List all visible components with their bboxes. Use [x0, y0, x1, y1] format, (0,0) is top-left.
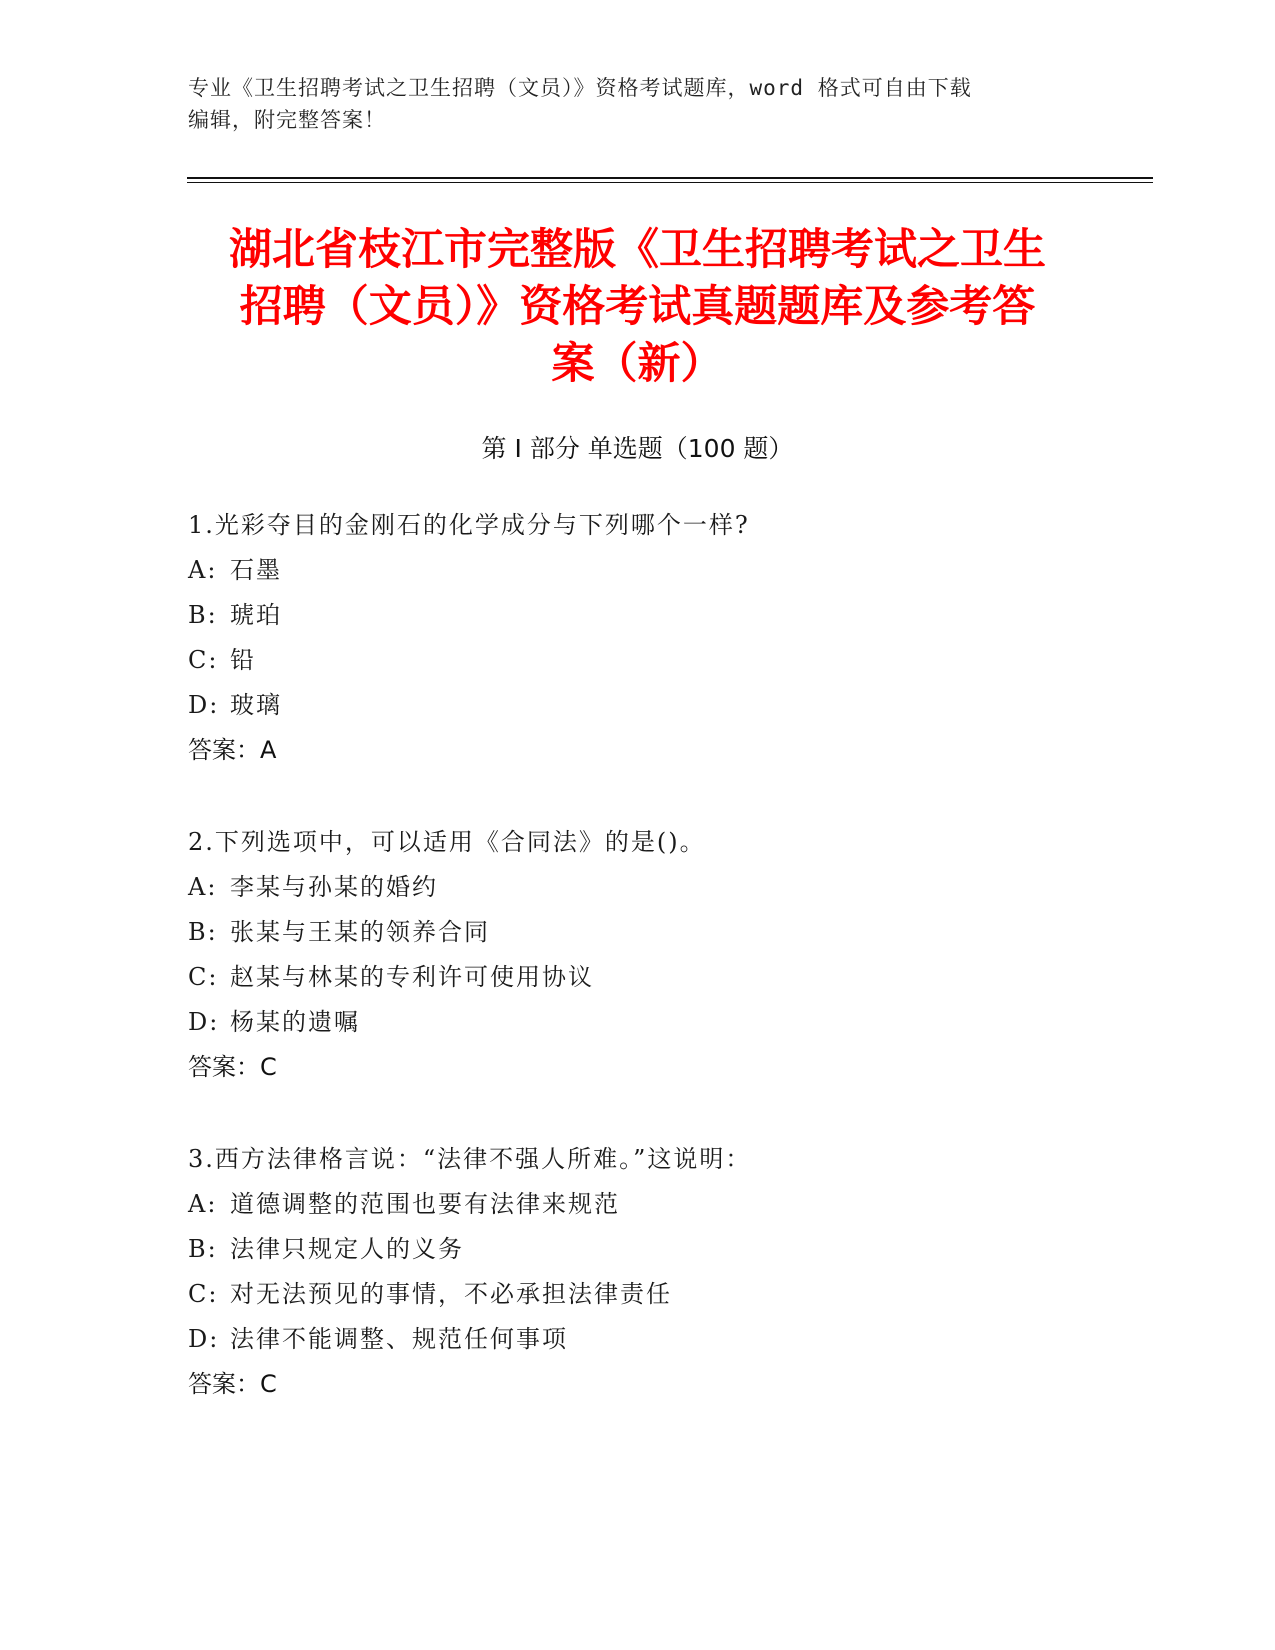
option-key: A: [188, 873, 218, 901]
option-text: 杨某的遗嘱 [230, 1008, 360, 1036]
header-divider-thick [187, 177, 1153, 179]
answer: 答案：C [188, 1370, 277, 1398]
option-c [188, 638, 1088, 683]
option-d [188, 1317, 1088, 1362]
option-key: D: [188, 1325, 220, 1353]
option-a [188, 548, 1088, 593]
option-key: A: [188, 556, 218, 584]
document-title [175, 222, 1100, 393]
option-key: C: [188, 646, 219, 674]
question-2 [188, 820, 1088, 1090]
document-title-line-3: 案（新） [551, 339, 724, 389]
option-text: 道德调整的范围也要有法律来规范 [230, 1190, 620, 1218]
answer: 答案：C [188, 1053, 277, 1081]
option-text: 石墨 [230, 556, 282, 584]
question-stem: 3.西方法律格言说：“法律不强人所难。”这说明： [188, 1145, 752, 1173]
option-d [188, 683, 1088, 728]
option-c [188, 955, 1088, 1000]
option-key: B: [188, 918, 218, 946]
question-3 [188, 1137, 1088, 1407]
option-text: 法律只规定人的义务 [230, 1235, 464, 1263]
question-stem: 2.下列选项中，可以适用《合同法》的是()。 [188, 828, 706, 856]
option-key: D: [188, 691, 220, 719]
option-key: C: [188, 963, 219, 991]
header-note-line-2: 编辑，附完整答案！ [188, 108, 386, 132]
question-1 [188, 503, 1088, 773]
document-title-line-2: 招聘（文员）》资格考试真题题库及参考答 [239, 282, 1036, 332]
answer: 答案：A [188, 736, 277, 764]
option-a [188, 1182, 1088, 1227]
option-key: C: [188, 1280, 219, 1308]
option-c [188, 1272, 1088, 1317]
question-stem: 1.光彩夺目的金刚石的化学成分与下列哪个一样? [188, 511, 750, 539]
header-note-line-1: 专业《卫生招聘考试之卫生招聘（文员）》资格考试题库，word 格式可自由下载 [188, 76, 972, 100]
option-text: 张某与王某的领养合同 [230, 918, 490, 946]
option-text: 琥珀 [230, 601, 282, 629]
option-key: A: [188, 1190, 218, 1218]
section-title: 第 I 部分 单选题（100 题） [481, 434, 794, 463]
option-text: 法律不能调整、规范任何事项 [230, 1325, 568, 1353]
option-a [188, 865, 1088, 910]
option-text: 李某与孙某的婚约 [230, 873, 438, 901]
header-note [188, 72, 1068, 136]
option-key: B: [188, 601, 218, 629]
option-text: 铅 [230, 646, 256, 674]
option-b [188, 910, 1088, 955]
option-text: 赵某与林某的专利许可使用协议 [230, 963, 594, 991]
header-divider-thin [187, 182, 1153, 183]
option-b [188, 593, 1088, 638]
document-title-line-1: 湖北省枝江市完整版《卫生招聘考试之卫生 [229, 225, 1046, 275]
option-d [188, 1000, 1088, 1045]
option-key: D: [188, 1008, 220, 1036]
option-key: B: [188, 1235, 218, 1263]
option-text: 对无法预见的事情，不必承担法律责任 [230, 1280, 672, 1308]
option-b [188, 1227, 1088, 1272]
option-text: 玻璃 [230, 691, 282, 719]
